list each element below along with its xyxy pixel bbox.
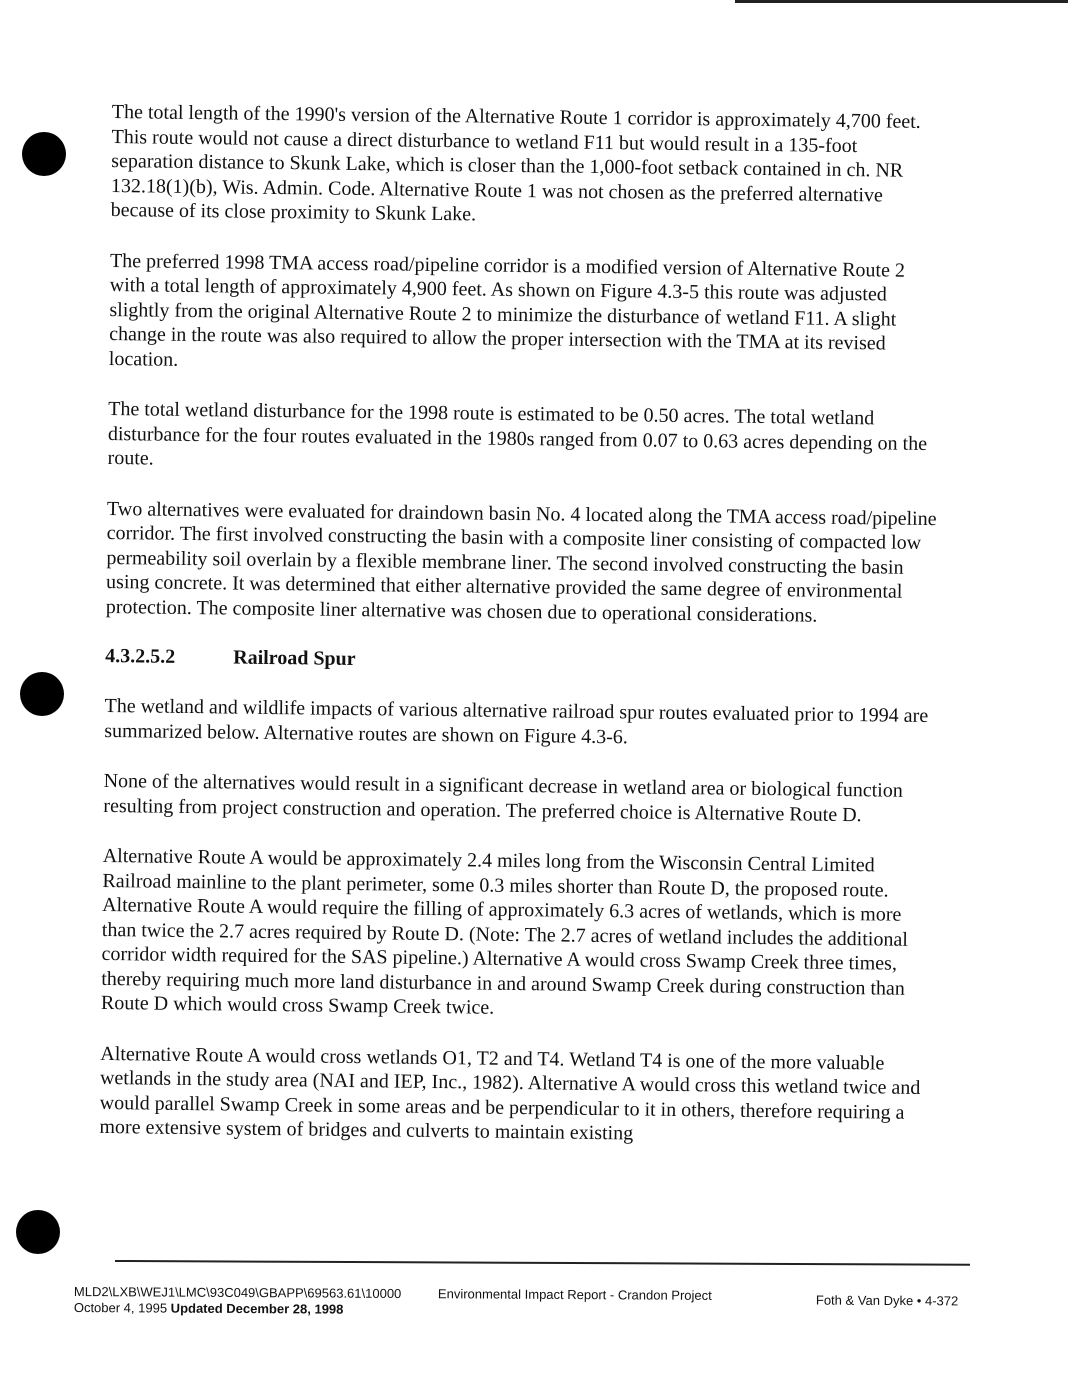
paragraph-route-a-wetlands: Alternative Route A would cross wetlands O1, T2 and T4. Wetland T4 is one of the more valuable wetlands in the study area (NAI and IEP, Inc., 1982). Alternative A would cross this wetland twice and would parallel Swamp Creek in some areas and be perpendicular to it in others, therefore requiring a more extensive system of bridges and culverts to maintain existing: [99, 1042, 921, 1145]
footer-left: [74, 1284, 434, 1318]
footer-report-title: Environmental Impact Report - Crandon Project: [437, 1286, 712, 1303]
binder-hole-icon: [22, 132, 66, 176]
paragraph-draindown-basin: Two alternatives were evaluated for draindown basin No. 4 located along the TMA access road/pipeline corridor. The first involved constructing the basin with a composite liner consisting of compacted low permeability soil overlain by a flexible membrane liner. The second involved constructing the basin using concrete. It was determined that either alternative provided the same degree of environmental protection. The composite liner alternative was chosen due to operational considerations.: [105, 497, 937, 627]
paragraph-preferred-choice: None of the alternatives would result in a significant decrease in wetland area or biological function resulting from project construction and operation. The preferred choice is Alternative Route D.: [103, 769, 903, 826]
top-edge-rule: [735, 0, 1068, 3]
paragraph-route-a-length: Alternative Route A would be approximately 2.4 miles long from the Wisconsin Central Limited Railroad mainline to the plant perimeter, some 0.3 miles shorter than Route D, the proposed route. Alternative Route A would require the filling of approximately 6.3 acres of wetlands, which is more than twice the 2.7 acres required by Route D. (Note: The 2.7 acres of wetland includes the additional corridor width required for the SAS pipeline.) Alternative A would cross Swamp Creek three times, thereby requiring much more land disturbance in and around Swamp Creek during construction than Route D which would cross Swamp Creek twice.: [100, 844, 908, 1019]
paragraph-railroad-impacts: The wetland and wildlife impacts of various alternative railroad spur routes evaluated prior to 1994 are summarized below. Alternative routes are shown on Figure 4.3-6.: [104, 694, 929, 748]
section-heading: [105, 645, 935, 678]
footer-path: MLD2\LXB\WEJ1\LMC\93C049\GBAPP\69563.61\10000: [73, 1284, 402, 1301]
section-title: Railroad Spur: [233, 646, 356, 671]
footer-date-updated: Updated December 28, 1998: [170, 1300, 344, 1317]
footer-company-page: Foth & Van Dyke • 4-372: [815, 1292, 959, 1309]
paragraph-preferred-route: The preferred 1998 TMA access road/pipeline corridor is a modified version of Alternative Route 2 with a total length of approximately 4,900 feet. As shown on Figure 4.3-5 this route was adjusted slightly from the original Alternative Route 2 to minimize the disturbance of wetland F11. A slight change in the route was also required to allow the proper intersection with the TMA at its revised location.: [108, 249, 906, 371]
paragraph-alt-route-1: The total length of the 1990's version of the Alternative Route 1 corridor is approximately 4,700 feet. This route would not cause a direct disturbance to wetland F11 but would result in a 135-foot separation distance to Skunk Lake, which is closer than the 1,000-foot setback contained in ch. NR 132.18(1)(b), Wis. Admin. Code. Alternative Route 1 was not chosen as the preferred alternative because of its close proximity to Skunk Lake.: [110, 100, 921, 226]
binder-hole-icon: [20, 672, 64, 716]
footer-date-original: October 4, 1995: [73, 1299, 168, 1316]
footer-dates: [74, 1300, 434, 1318]
footer-rule: [115, 1260, 970, 1266]
binder-hole-icon: [16, 1210, 60, 1254]
paragraph-wetland-disturbance: The total wetland disturbance for the 1998 route is estimated to be 0.50 acres. The total wetland disturbance for the four routes evaluated in the 1980s ranged from 0.07 to 0.63 acres depending on the route.: [107, 397, 928, 470]
page-footer: [73, 1284, 974, 1317]
section-number: 4.3.2.5.2: [105, 644, 176, 668]
document-body: [99, 100, 942, 1176]
